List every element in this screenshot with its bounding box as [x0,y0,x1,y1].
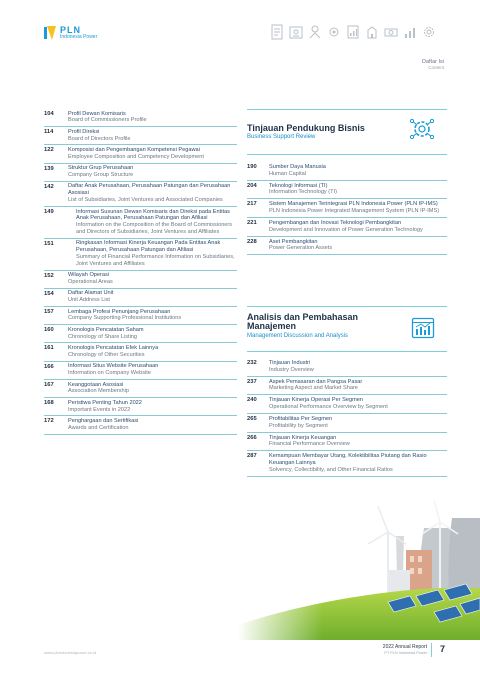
entry-title-id: Tinjauan Kinerja Keuangan [269,434,337,441]
entry-title-id: Lembaga Profesi Penunjang Perusahaan [68,308,171,315]
entry-title-en: Operational Performance Overview by Segment [269,404,388,411]
entry-title-en: Profitability by Segment [269,422,328,429]
page-number: 154 [44,290,54,297]
toc-entry[interactable] [44,145,237,163]
page-number: 114 [44,129,54,136]
page-number: 240 [247,397,257,404]
toc-entry[interactable] [247,237,447,256]
handshake-icon[interactable] [308,24,322,40]
toc-entry[interactable] [44,416,237,434]
page-number: 266 [247,434,257,441]
toc-entry[interactable] [247,395,447,414]
page-number: 152 [44,272,54,279]
chapter-nav [270,24,441,40]
toc-entry[interactable] [44,182,237,207]
footer-website[interactable]: www.plnindonesiapower.co.id [44,650,97,655]
toc-entry[interactable] [44,289,237,307]
entry-title-id: Informasi Susunan Dewan Komisaris dan Direksi pada Entitas Anak Perusahaan, Perusahaan Patungan dan Afiliasi [76,208,230,222]
entry-title-en: Unit Address List [68,297,110,304]
entry-title-en: PLN Indonesia Power Integrated Management System (PLN IP-IMS) [269,208,440,215]
entry-title-id: Informasi Situs Website Perusahaan [68,363,159,370]
pln-logo [44,26,97,40]
entry-title-en: Marketing Aspect and Market Share [269,385,358,392]
renewable-energy-illustration [238,500,480,640]
page-number: 204 [247,182,257,189]
report-icon[interactable] [270,24,284,40]
entry-title-en: Human Capital [269,170,306,177]
money-icon[interactable] [384,24,398,40]
toc-entry[interactable] [247,199,447,218]
toc-entry[interactable] [247,433,447,452]
entry-title-en: Development and Innovation of Power Generation Technology [269,226,423,233]
entry-title-en: Industry Overview [269,366,314,373]
entry-title-id: Daftar Alamat Unit [68,290,114,297]
entry-title-en: Financial Performance Overview [269,441,350,448]
section2-list [247,358,447,477]
entry-title-id: Komposisi dan Pengembangan Kompetensi Pegawai [68,147,200,154]
page-number: 217 [247,201,257,208]
section-subtitle: Business Support Review [247,134,316,141]
toc-entry[interactable] [247,218,447,237]
toc-entry[interactable] [44,380,237,398]
toc-subtitle: Content [428,64,444,70]
page-number: 172 [44,418,54,425]
entry-title-en: Summary of Financial Performance Information on Subsidiaries, Joint Ventures and Affiliates [76,253,235,267]
toc-heading [422,60,444,70]
entry-title-en: Company Group Structure [68,172,134,179]
entry-title-id: Profil Dewan Komisaris [68,110,126,117]
toc-subentry[interactable] [44,239,237,271]
settings-icon[interactable] [422,24,436,40]
entry-title-en: Board of Directors Profile [68,135,131,142]
entry-title-id: Wilayah Operasi [68,272,110,279]
toc-entry[interactable] [44,271,237,289]
entry-title-id: Tinjauan Kinerja Operasi Per Segmen [269,397,364,404]
entry-title-en: Association Membership [68,388,129,395]
toc-entry[interactable] [44,362,237,380]
page-number: 287 [247,453,257,460]
entry-title-id: Aset Pembangkitan [269,238,318,245]
toc-entry[interactable] [44,325,237,343]
page-number: 122 [44,147,54,154]
entry-title-en: Solvency, Collectibility, and Other Financial Ratios [269,466,393,473]
toc-entry[interactable] [247,451,447,476]
entry-title-id: Teknologi Informasi (TI) [269,182,328,189]
entry-title-en: Employee Composition and Competency Development [68,153,204,160]
page-number: 160 [44,327,54,334]
entry-title-en: Power Generation Assets [269,245,333,252]
entry-title-en: Information Technology (TI) [269,189,337,196]
entry-title-en: Information on the Composition of the Board of Commissioners and Directors of Subsidiaries, Joint Ventures and Affiliates [76,222,233,235]
brand-sub: Indonesia Power [60,34,98,40]
toc-entry[interactable] [247,162,447,181]
pln-logo-mark [44,26,56,40]
toc-entry[interactable] [247,181,447,200]
page-number: 157 [44,309,54,316]
entry-title-en: Chronology of Other Securities [68,351,145,358]
page-number: 139 [44,165,54,172]
entry-title-id: Sistem Manajemen Terintegrasi PLN Indonesia Power (PLN IP-IMS) [269,201,438,208]
gear-network-icon [409,116,435,147]
section-title-line1: Analisis dan Pembahasan [247,312,359,322]
entry-title-en: Information on Company Website [68,370,151,377]
entry-title-id: Pengembangan dan Inovasi Teknologi Pembangkitan [269,219,402,226]
entry-title-id: Kemampuan Membayar Utang, Kolektibilitas Piutang dan Rasio Keuangan Lainnya [269,453,427,466]
entry-title-en: List of Subsidiaries, Joint Ventures and Associated Companies [68,197,223,204]
toc-entry[interactable] [44,164,237,182]
toc-subentry[interactable] [44,207,237,239]
page-number: 151 [44,240,54,247]
entry-title-id: Profil Direksi [68,128,100,135]
section-management-discussion[interactable] [247,306,447,352]
chart-doc-icon[interactable] [346,24,360,40]
section-title: Tinjauan Pendukung Bisnis [247,123,365,133]
brand-name: PLN [60,25,81,35]
page-number: 142 [44,183,54,190]
toc-entry[interactable] [247,414,447,433]
toc-entry[interactable] [247,377,447,396]
entry-title-id: Struktur Grup Perusahaan [68,165,134,172]
entry-title-en: Chronology of Share Listing [68,333,138,340]
toc-entry[interactable] [44,343,237,361]
entry-title-id: Sumber Daya Manusia [269,164,326,170]
entry-title-id: Aspek Pemasaran dan Pangsa Pasar [269,378,363,385]
page-number: 161 [44,345,54,352]
page-number: 228 [247,238,257,245]
toc-title: Daftar Isi [421,59,444,65]
profile-icon[interactable] [289,24,303,40]
page-number: 221 [247,219,257,226]
toc-entry[interactable] [44,307,237,325]
entry-title-en: Board of Commissioners Profile [68,117,147,124]
toc-entry[interactable] [44,127,237,145]
entry-title-en: Company Supporting Professional Institutions [68,315,182,322]
report-title: 2022 Annual Report [382,644,427,650]
analysis-icon[interactable] [403,24,417,40]
page-number: 167 [44,381,54,388]
page-number: 166 [44,363,54,370]
page-number: 104 [44,110,54,117]
entry-title-en: Awards and Certification [68,424,129,431]
section-business-support[interactable] [247,109,447,155]
building-icon[interactable] [365,24,379,40]
page-number: 232 [247,360,257,366]
page-number: 190 [247,164,257,170]
gear-user-icon[interactable] [327,24,341,40]
toc-left-column [44,109,237,435]
entry-title-id: Kronologis Pencatatan Efek Lainnya [68,345,159,352]
entry-title-id: Penghargaan dan Sertifikasi [68,417,139,424]
entry-title-id: Tinjauan Industri [269,360,311,366]
page-number: 237 [247,378,257,385]
entry-title-id: Peristiwa Penting Tahun 2022 [68,399,142,406]
toc-entry[interactable] [247,358,447,377]
entry-title-en: Important Events in 2022 [68,406,131,413]
section-title-line2: Manajemen [247,321,297,332]
company-name: PT PLN Indonesia Power [384,650,427,655]
footer-divider [431,643,432,657]
page-number: 168 [44,400,54,407]
entry-title-id: Ringkasan Informasi Kinerja Keuangan Pada Entitas Anak Perusahaan, Perusahaan Patungan dan Afiliasi [76,240,221,254]
entry-title-id: Profitabilitas Per Segmen [269,415,333,422]
entry-title-en: Operational Areas [68,279,113,285]
entry-title-id: Keanggotaan Asosiasi [68,381,124,388]
section1-list [247,162,447,255]
toc-entry[interactable] [44,398,237,416]
toc-entry[interactable] [44,109,237,127]
page-number: 265 [247,415,257,422]
section-subtitle: Management Discussion and Analysis [247,332,349,339]
page-number: 7 [440,644,446,654]
analytics-monitor-icon [411,317,435,346]
page-number: 149 [44,208,54,215]
entry-title-id: Daftar Anak Perusahaan, Perusahaan Patungan dan Perusahaan Asosiasi [68,183,231,197]
entry-title-id: Kronologis Pencatatan Saham [68,326,144,333]
footer-report-info [375,645,427,655]
